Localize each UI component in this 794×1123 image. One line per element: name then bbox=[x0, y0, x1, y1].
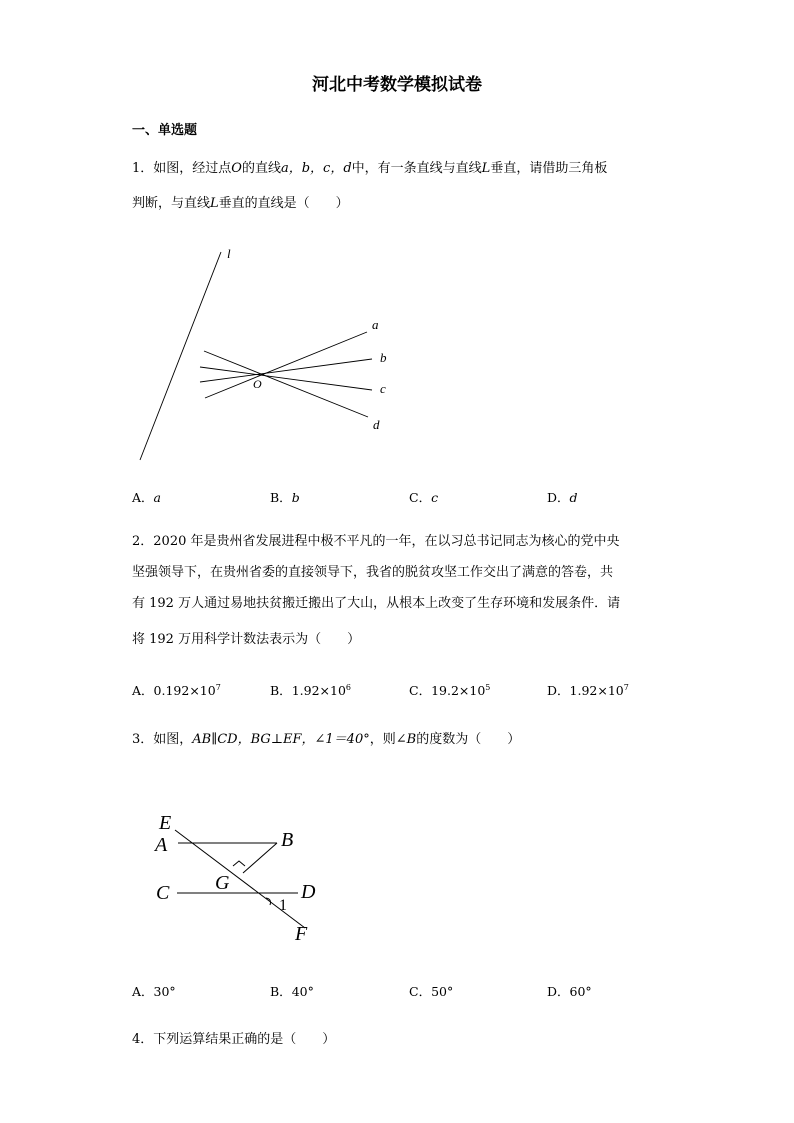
option-value: 0.192×10 bbox=[153, 683, 216, 698]
q3-label-d: D bbox=[301, 881, 316, 903]
q1-line-a bbox=[205, 332, 367, 398]
q3-angle: ∠B bbox=[395, 732, 417, 747]
q3-label-a: A bbox=[155, 834, 168, 856]
option-letter: A． bbox=[132, 683, 154, 698]
q1-label-b: b bbox=[380, 350, 387, 365]
option-exponent: 6 bbox=[345, 682, 351, 692]
q1-option-c[interactable] bbox=[409, 488, 438, 506]
q1-label-c: c bbox=[380, 381, 386, 396]
option-letter: D． bbox=[547, 490, 570, 505]
option-letter: C． bbox=[409, 683, 432, 698]
q3-math: AB∥CD，BG⊥EF，∠1＝40° bbox=[192, 732, 370, 747]
q3-label-b: B bbox=[281, 829, 294, 851]
option-value: 1.92×10 bbox=[569, 683, 624, 698]
q3-line-bg bbox=[243, 843, 277, 873]
option-value: 19.2×10 bbox=[431, 683, 486, 698]
q1-option-a[interactable] bbox=[132, 488, 161, 506]
q2-option-a[interactable] bbox=[132, 681, 221, 699]
q3-text: 3．如图， bbox=[132, 732, 193, 747]
q3-label-1: 1 bbox=[279, 897, 287, 914]
option-exponent: 7 bbox=[215, 682, 221, 692]
q3-label-c: C bbox=[156, 882, 170, 904]
option-letter: B． bbox=[270, 984, 292, 999]
option-value: d bbox=[569, 490, 578, 505]
q2-option-d[interactable] bbox=[547, 681, 629, 699]
q2-line-4: 将 192 万用科学计数法表示为（ ） bbox=[132, 632, 361, 647]
q3-right-angle-mark bbox=[233, 861, 245, 866]
option-exponent: 5 bbox=[485, 682, 491, 692]
section-heading: 一、单选题 bbox=[132, 123, 198, 138]
q1-text: 中，有一条直线与直线 bbox=[351, 161, 482, 176]
q1-point-o: O bbox=[231, 161, 242, 176]
option-letter: B． bbox=[270, 683, 292, 698]
q1-option-d[interactable] bbox=[547, 488, 578, 506]
q1-line-l-segment bbox=[140, 252, 221, 460]
q2-line-2: 坚强领导下，在贵州省委的直接领导下，我省的脱贫攻坚工作交出了满意的答卷，共 bbox=[132, 565, 614, 580]
q1-line-vars: a，b，c，d bbox=[280, 161, 352, 176]
q2-option-b[interactable] bbox=[270, 681, 351, 699]
option-exponent: 7 bbox=[623, 682, 629, 692]
q1-option-b[interactable] bbox=[270, 488, 300, 506]
q3-label-f: F bbox=[295, 923, 308, 945]
q3-text: 的度数为（ ） bbox=[416, 732, 521, 747]
q3-option-a[interactable] bbox=[132, 982, 176, 1000]
q3-option-c[interactable] bbox=[409, 982, 453, 1000]
q3-label-g: G bbox=[215, 872, 230, 894]
q3-line-1 bbox=[132, 731, 520, 749]
q4-line-1: 4．下列运算结果正确的是（ ） bbox=[132, 1032, 336, 1047]
q2-line-1: 2．2020 年是贵州省发展进程中极不平凡的一年，在以习总书记同志为核心的党中央 bbox=[132, 534, 620, 549]
option-letter: D． bbox=[547, 984, 570, 999]
q3-label-e: E bbox=[159, 812, 172, 834]
option-letter: D． bbox=[547, 683, 570, 698]
q1-text: 的直线 bbox=[241, 161, 281, 176]
option-value: 1.92×10 bbox=[291, 683, 346, 698]
q1-line-l: L bbox=[481, 161, 491, 176]
q1-label-l: l bbox=[227, 246, 231, 261]
option-value: b bbox=[291, 490, 300, 505]
q2-line-3: 有 192 万人通过易地扶贫搬迁搬出了大山，从根本上改变了生存环境和发展条件．请 bbox=[132, 596, 621, 611]
q3-option-b[interactable] bbox=[270, 982, 314, 1000]
paper-title: 河北中考数学模拟试卷 bbox=[312, 75, 482, 95]
q1-figure bbox=[140, 252, 372, 460]
q1-label-d: d bbox=[373, 417, 380, 432]
q1-text: 垂直，请借助三角板 bbox=[490, 161, 608, 176]
option-letter: C． bbox=[409, 490, 432, 505]
q1-text: 1．如图，经过点 bbox=[132, 161, 232, 176]
option-letter: A． bbox=[132, 490, 154, 505]
q1-label-a: a bbox=[372, 317, 379, 332]
q1-text: 判断，与直线 bbox=[132, 196, 211, 211]
q1-line-l: L bbox=[210, 196, 219, 211]
q3-text: ，则 bbox=[369, 732, 396, 747]
option-value: 50° bbox=[431, 984, 454, 999]
q3-option-d[interactable] bbox=[547, 982, 592, 1000]
option-letter: B． bbox=[270, 490, 292, 505]
option-value: 40° bbox=[291, 984, 314, 999]
option-value: 60° bbox=[569, 984, 592, 999]
option-value: a bbox=[153, 490, 161, 505]
q1-label-o: O bbox=[253, 377, 262, 391]
q1-line-d bbox=[204, 351, 368, 417]
option-letter: A． bbox=[132, 984, 154, 999]
option-letter: C． bbox=[409, 984, 432, 999]
option-value: 30° bbox=[153, 984, 176, 999]
q2-option-c[interactable] bbox=[409, 681, 490, 699]
option-value: c bbox=[431, 490, 439, 505]
q1-text: 垂直的直线是（ ） bbox=[218, 196, 349, 211]
